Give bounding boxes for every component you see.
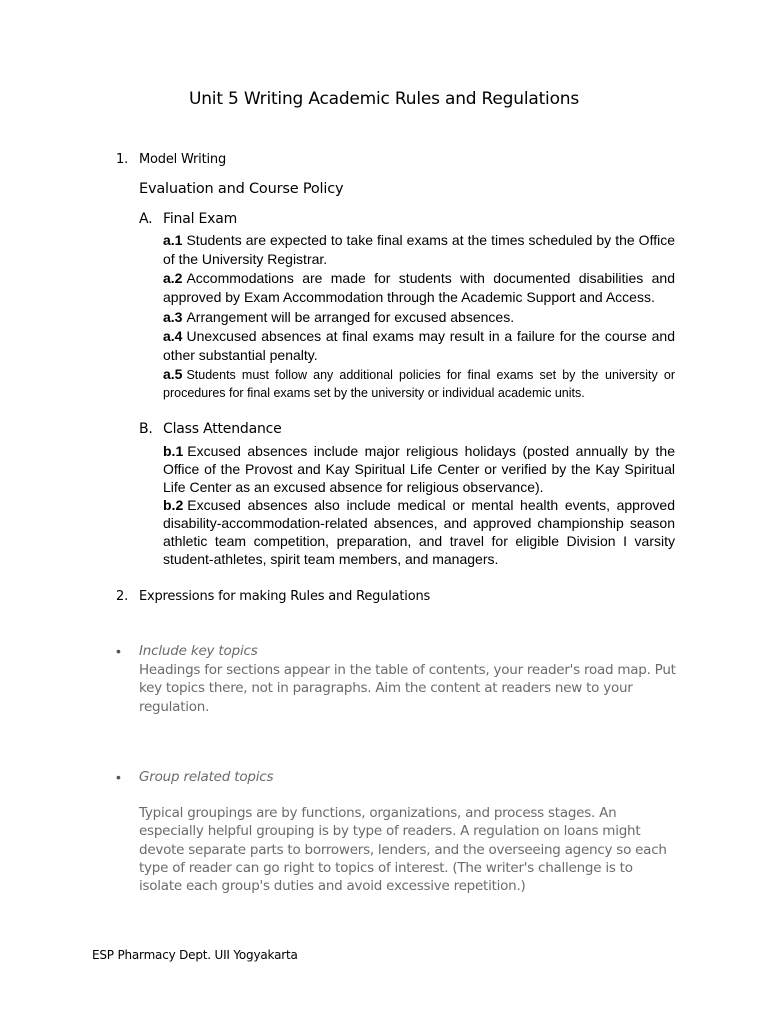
- section-1-subheading: Evaluation and Course Policy: [139, 181, 344, 197]
- item-text: Unexcused absences at final exams may result in a failure for the course and other substantial penalty.: [163, 328, 675, 363]
- section-1-heading: Model Writing: [139, 152, 226, 167]
- item-a3: [163, 308, 675, 327]
- bullet-marker: •: [116, 643, 121, 659]
- item-text: Students must follow any additional policies for final exams set by the university or procedures for final exams set by the university or individual academic units.: [163, 368, 675, 400]
- item-label: b.2: [163, 497, 184, 513]
- item-label: a.3: [163, 309, 183, 325]
- item-a4: [163, 327, 675, 365]
- bullet-2-heading: Group related topics: [139, 769, 274, 785]
- page-title: Unit 5 Writing Academic Rules and Regulations: [188, 89, 579, 109]
- item-label: a.5: [163, 366, 183, 382]
- bullet-2-text: Typical groupings are by functions, organizations, and process stages. An especially helpful grouping is by type of readers. A regulation on loans might devote separate parts to borrowers, lenders, and the overseeing agency so each type of reader can go right to topics of interest. (The writer's challenge is to isolate each group's duties and avoid excessive repetition.): [139, 805, 667, 895]
- bullet-marker: •: [116, 769, 121, 785]
- item-text: Arrangement will be arranged for excused absences.: [186, 309, 515, 325]
- part-a-letter: A.: [139, 211, 153, 227]
- item-a5: [163, 365, 675, 402]
- item-a1: [163, 231, 675, 269]
- footer-text: ESP Pharmacy Dept. UII Yogyakarta: [92, 948, 298, 962]
- part-a-title: Final Exam: [163, 211, 238, 227]
- item-label: b.1: [163, 443, 184, 459]
- item-text: Excused absences include major religious holidays (posted annually by the Office of the Provost and Kay Spiritual Life Center or verified by the Kay Spiritual Life Center as an excused absence for religious observance).: [163, 443, 675, 495]
- section-1-number: 1.: [116, 152, 129, 167]
- bullet-1-text: Headings for sections appear in the table of contents, your reader's road map. Put key topics there, not in paragraphs. Aim the content at readers new to your regulation.: [139, 662, 676, 715]
- section-2-number: 2.: [116, 589, 129, 604]
- part-b-title: Class Attendance: [163, 421, 282, 437]
- section-2-heading: Expressions for making Rules and Regulations: [139, 589, 431, 604]
- bullet-1-heading: Include key topics: [139, 643, 258, 659]
- item-text: Accommodations are made for students with documented disabilities and approved by Exam Accommodation through the Academic Support and Access.: [163, 270, 675, 305]
- item-text: Excused absences also include medical or mental health events, approved disability-accommodation-related absences, and approved championship season athletic team competition, preparation, and travel for eligible Division I varsity student-athletes, spirit team members, and managers.: [163, 497, 675, 567]
- item-b1: [163, 442, 675, 496]
- item-label: a.4: [163, 328, 183, 344]
- part-b-letter: B.: [139, 421, 153, 437]
- item-b2: [163, 496, 675, 568]
- item-label: a.1: [163, 232, 183, 248]
- item-a2: [163, 269, 675, 307]
- item-text: Students are expected to take final exams at the times scheduled by the Office of the University Registrar.: [163, 232, 675, 267]
- item-label: a.2: [163, 270, 183, 286]
